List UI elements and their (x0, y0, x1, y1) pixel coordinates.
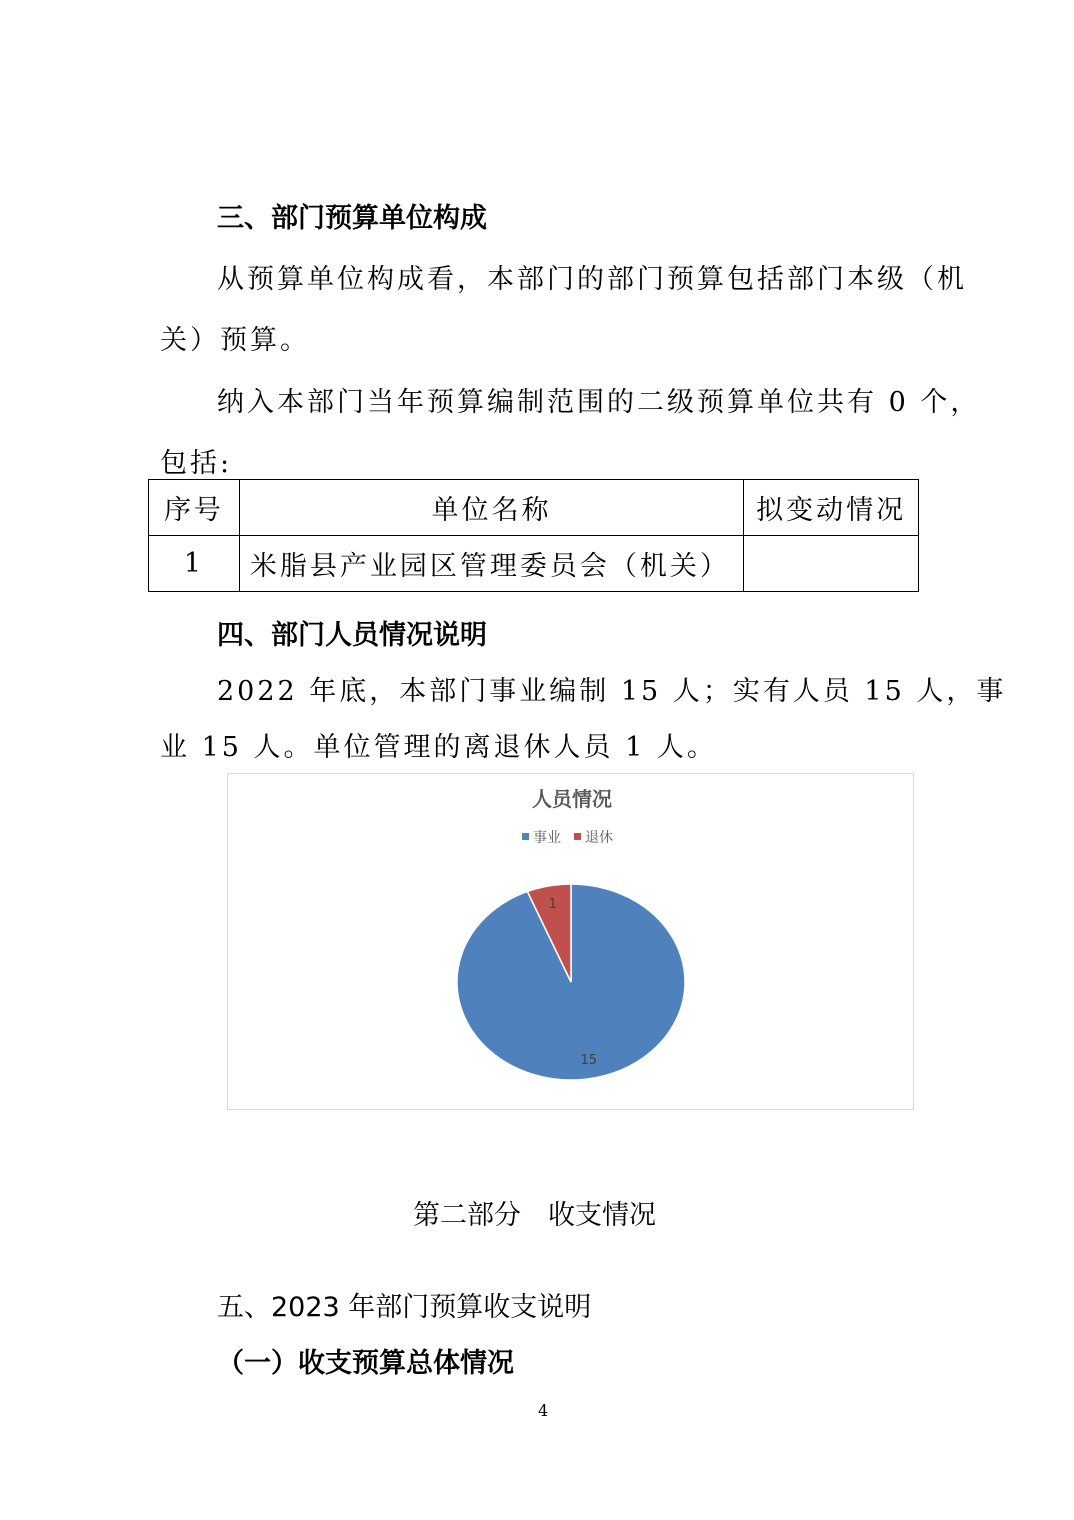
section3-para1-line1: 从预算单位构成看，本部门的部门预算包括部门本级（机 (217, 264, 967, 295)
data-label-shiye: 15 (580, 1052, 598, 1068)
legend-swatch-tuixiu (574, 833, 581, 840)
section3-para2-line2: 包括: (160, 448, 233, 479)
header-unit-name: 单位名称 (239, 480, 743, 536)
data-label-tuixiu: 1 (548, 897, 557, 913)
section5-heading: 五、2023 年部门预算收支说明 (217, 1292, 592, 1323)
section4-para-line2: 业 15 人。单位管理的离退休人员 1 人。 (160, 732, 717, 763)
table-row (149, 536, 919, 592)
row-change (744, 536, 919, 592)
section4-para-line1: 2022 年底，本部门事业编制 15 人；实有人员 15 人，事 (217, 676, 1007, 707)
row-index: 1 (149, 536, 240, 592)
section3-para1-line2: 关）预算。 (160, 325, 310, 356)
chart-legend (522, 829, 613, 846)
section5-subheading: （一）收支预算总体情况 (217, 1348, 514, 1379)
header-index: 序号 (149, 480, 240, 536)
part2-title: 第二部分 收支情况 (413, 1200, 656, 1231)
row-unit-name: 米脂县产业园区管理委员会（机关） (239, 536, 743, 592)
budget-units-table (148, 479, 919, 592)
personnel-pie-chart (227, 773, 914, 1110)
table-header-row (149, 480, 919, 536)
section4-heading: 四、部门人员情况说明 (217, 620, 487, 651)
legend-swatch-shiye (522, 833, 529, 840)
page-number: 4 (538, 1401, 549, 1420)
legend-label-shiye: 事业 (533, 830, 561, 846)
header-change: 拟变动情况 (744, 480, 919, 536)
pie-chart-svg (228, 774, 915, 1111)
section3-para2-line1: 纳入本部门当年预算编制范围的二级预算单位共有 0 个， (217, 387, 981, 418)
legend-label-tuixiu: 退休 (585, 830, 613, 846)
section3-heading: 三、部门预算单位构成 (217, 203, 487, 234)
chart-title: 人员情况 (532, 787, 612, 811)
